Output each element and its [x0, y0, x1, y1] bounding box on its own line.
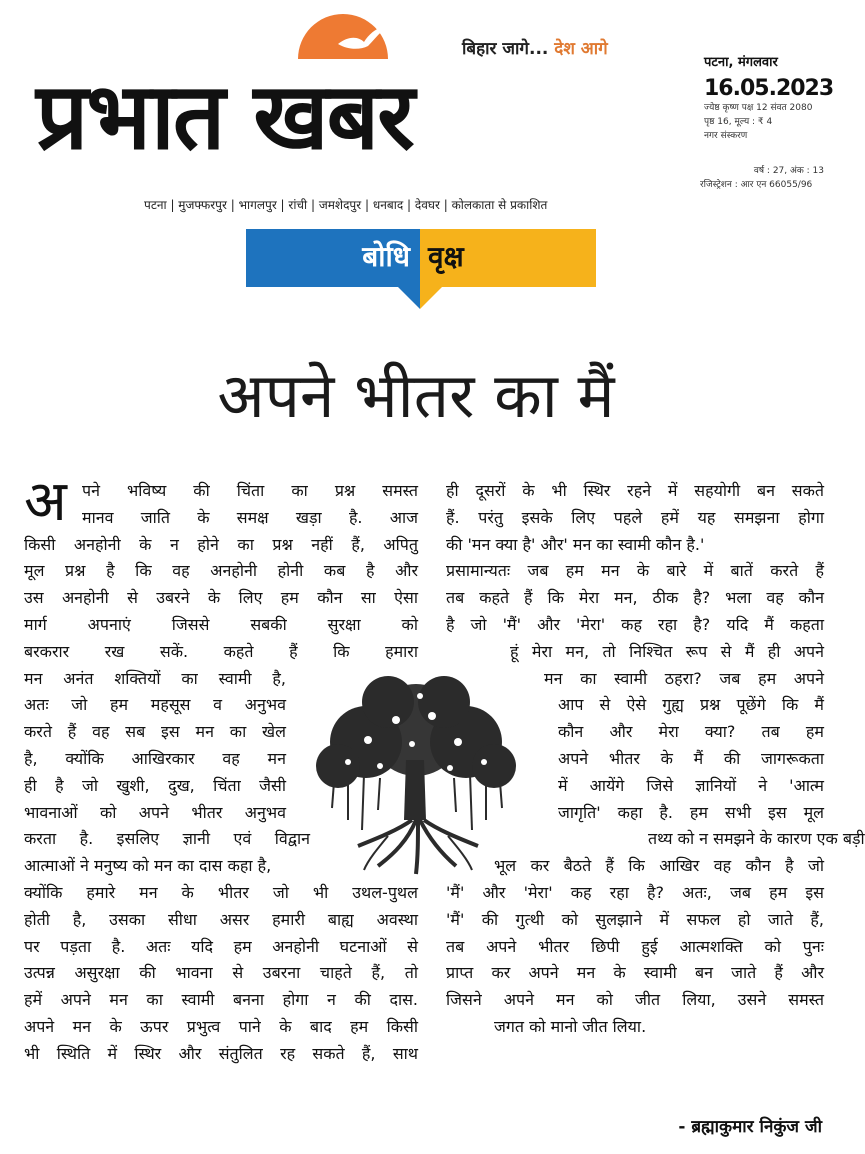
registration-block: [700, 164, 848, 192]
tree-of-life-icon: [308, 670, 524, 876]
issue-date: 16.05.2023: [704, 76, 834, 101]
section-banner: [246, 229, 596, 287]
right-column-line: 'मैं' और 'मेरा' कह रहा है? अतः, जब हम इस: [446, 882, 824, 902]
banner-left: [246, 229, 420, 287]
left-column-line: मार्ग अपनाएं जिससे सबकी सुरक्षा को: [24, 614, 418, 634]
right-column-line: तब कहते हैं कि मेरा मन, ठीक है? भला वह कौन: [446, 588, 824, 608]
right-column-line: प्रसामान्यतः जब हम मन के बारे में बातें करते हैं: [446, 561, 824, 581]
edition-name: नगर संस्करण: [704, 131, 748, 141]
right-column-line: हैं. परंतु इसके लिए पहले हमें यह समझना होगा: [446, 507, 824, 527]
city-day: पटना, मंगलवार: [704, 55, 778, 70]
year-issue: वर्ष : 27, अंक : 13: [753, 166, 824, 176]
left-column-line: बरकरार रख सकें. कहते हैं कि हमारा: [24, 641, 418, 661]
right-column-line: तब अपने भीतर छिपी हुई आत्मशक्ति को पुनः: [446, 936, 824, 956]
left-column-line: उस अनहोनी से उबरने के लिए हम कौन सा ऐसा: [24, 588, 418, 608]
right-column-line: प्राप्त कर अपने मन के स्वामी बन जाते हैं और: [446, 963, 824, 983]
left-column-line: पने भविष्य की चिंता का प्रश्न समस्त: [82, 481, 418, 500]
right-column-line: मन का स्वामी ठहरा? जब हम अपने: [544, 668, 824, 688]
speech-tail-yellow: [420, 287, 442, 309]
edition-cities: पटना | मुजफ्फरपुर | भागलपुर | रांची | जमशेदपुर | धनबाद | देवघर | कोलकाता से प्रकाशित: [144, 198, 548, 212]
left-column-line: मन अनंत शक्तियों का स्वामी है,: [24, 668, 286, 688]
right-column-line: हूं मेरा मन, तो निश्चित रूप से मैं ही अपने: [510, 641, 824, 661]
right-column-line: अपने भीतर के मैं की जागरूकता: [558, 748, 824, 768]
left-column-line: उत्पन्न असुरक्षा की भावना से उबरना चाहते हैं, तो: [24, 963, 418, 983]
left-column-line: मूल प्रश्न है कि वह अनहोनी होनी कब है और: [24, 561, 418, 581]
tagline: बिहार जागे... देश आगे: [462, 39, 608, 59]
drop-cap: अ: [24, 469, 67, 534]
left-column-line: किसी अनहोनी के न होने का प्रश्न नहीं हैं, अपितु: [24, 534, 418, 554]
right-column-line: भूल कर बैठते हैं कि आखिर वह कौन है जो: [494, 856, 824, 876]
right-column-line: आप से ऐसे गुह्य प्रश्न पूछेंगे कि मैं: [558, 695, 824, 715]
right-column-line: में आयेंगे जिसे ज्ञानियों ने 'आत्म: [558, 775, 824, 795]
right-column-line: की 'मन क्या है' और' मन का स्वामी कौन है.': [446, 534, 705, 554]
bird-icon: [330, 18, 390, 58]
right-column-line: कौन और मेरा क्या? तब हम: [558, 722, 824, 742]
lunar-date: ज्येष्ठ कृष्ण पक्ष 12 संवत 2080: [704, 103, 813, 113]
left-column-line: हमें अपने मन का स्वामी बनना होगा न की दास.: [24, 990, 418, 1010]
banner-word-1: बोधि: [362, 240, 410, 273]
left-column-line: भी स्थिति में स्थिर और संतुलित रह सकते हैं, साथ: [24, 1043, 418, 1063]
left-column-line: करता है. इसलिए ज्ञानी एवं विद्वान: [24, 829, 310, 849]
article-headline: अपने भीतर का मैं: [217, 359, 615, 432]
left-column-line: अपने मन के ऊपर प्रभुत्व पाने के बाद हम किसी: [24, 1016, 418, 1036]
right-column-line: 'मैं' की गुत्थी को सुलझाने में सफल हो जाते हैं,: [446, 909, 824, 929]
banner-right: [420, 229, 596, 287]
right-column-line: जागृति' कहा है. हम सभी इस मूल: [558, 802, 824, 822]
left-column-line: पर पड़ता है. अतः यदि हम अनहोनी घटनाओं से: [24, 936, 418, 956]
left-column-line: क्योंकि हमारे मन के भीतर जो भी उथल-पुथल: [24, 882, 418, 902]
banner-word-2: वृक्ष: [428, 240, 464, 273]
right-column-line: जगत को मानो जीत लिया.: [494, 1016, 647, 1036]
left-column-line: अतः जो हम महसूस व अनुभव: [24, 695, 286, 715]
tagline-highlight: देश आगे: [554, 39, 608, 59]
left-column-line: होती है, उसका सीधा असर हमारी बाह्य अवस्था: [24, 909, 418, 929]
left-column-line: भावनाओं को अपने भीतर अनुभव: [24, 802, 286, 822]
left-column-line: है, क्योंकि आखिरकार वह मन: [24, 748, 286, 768]
newspaper-logo: प्रभात खबर: [36, 63, 413, 170]
pages-price: पृष्ठ 16, मूल्य : ₹ 4: [704, 117, 773, 127]
right-column-line: है जो 'मैं' और 'मेरा' कह रहा है? यदि मैं कहता: [446, 614, 824, 634]
registration: रजिस्ट्रेशन : आर एन 66055/96: [700, 180, 813, 190]
left-column-line: आत्माओं ने मनुष्य को मन का दास कहा है,: [24, 856, 272, 876]
speech-tail-blue: [398, 287, 420, 309]
right-column-line: ही दूसरों के भी स्थिर रहने में सहयोगी बन सकते: [446, 481, 824, 500]
left-column-line: मानव जाति के समक्ष खड़ा है. आज: [82, 507, 418, 527]
right-column-line: जिसने अपने मन को जीत लिया, उसने समस्त: [446, 990, 824, 1010]
left-column-line: करते हैं वह सब इस मन का खेल: [24, 722, 286, 742]
left-column-line: ही है जो खुशी, दुख, चिंता जैसी: [24, 775, 286, 795]
issue-meta: [704, 52, 834, 143]
right-column-line: तथ्य को न समझने के कारण एक बड़ी: [648, 829, 865, 849]
article-author: - ब्रह्माकुमार निकुंज जी: [678, 1117, 822, 1137]
masthead: [0, 0, 832, 220]
